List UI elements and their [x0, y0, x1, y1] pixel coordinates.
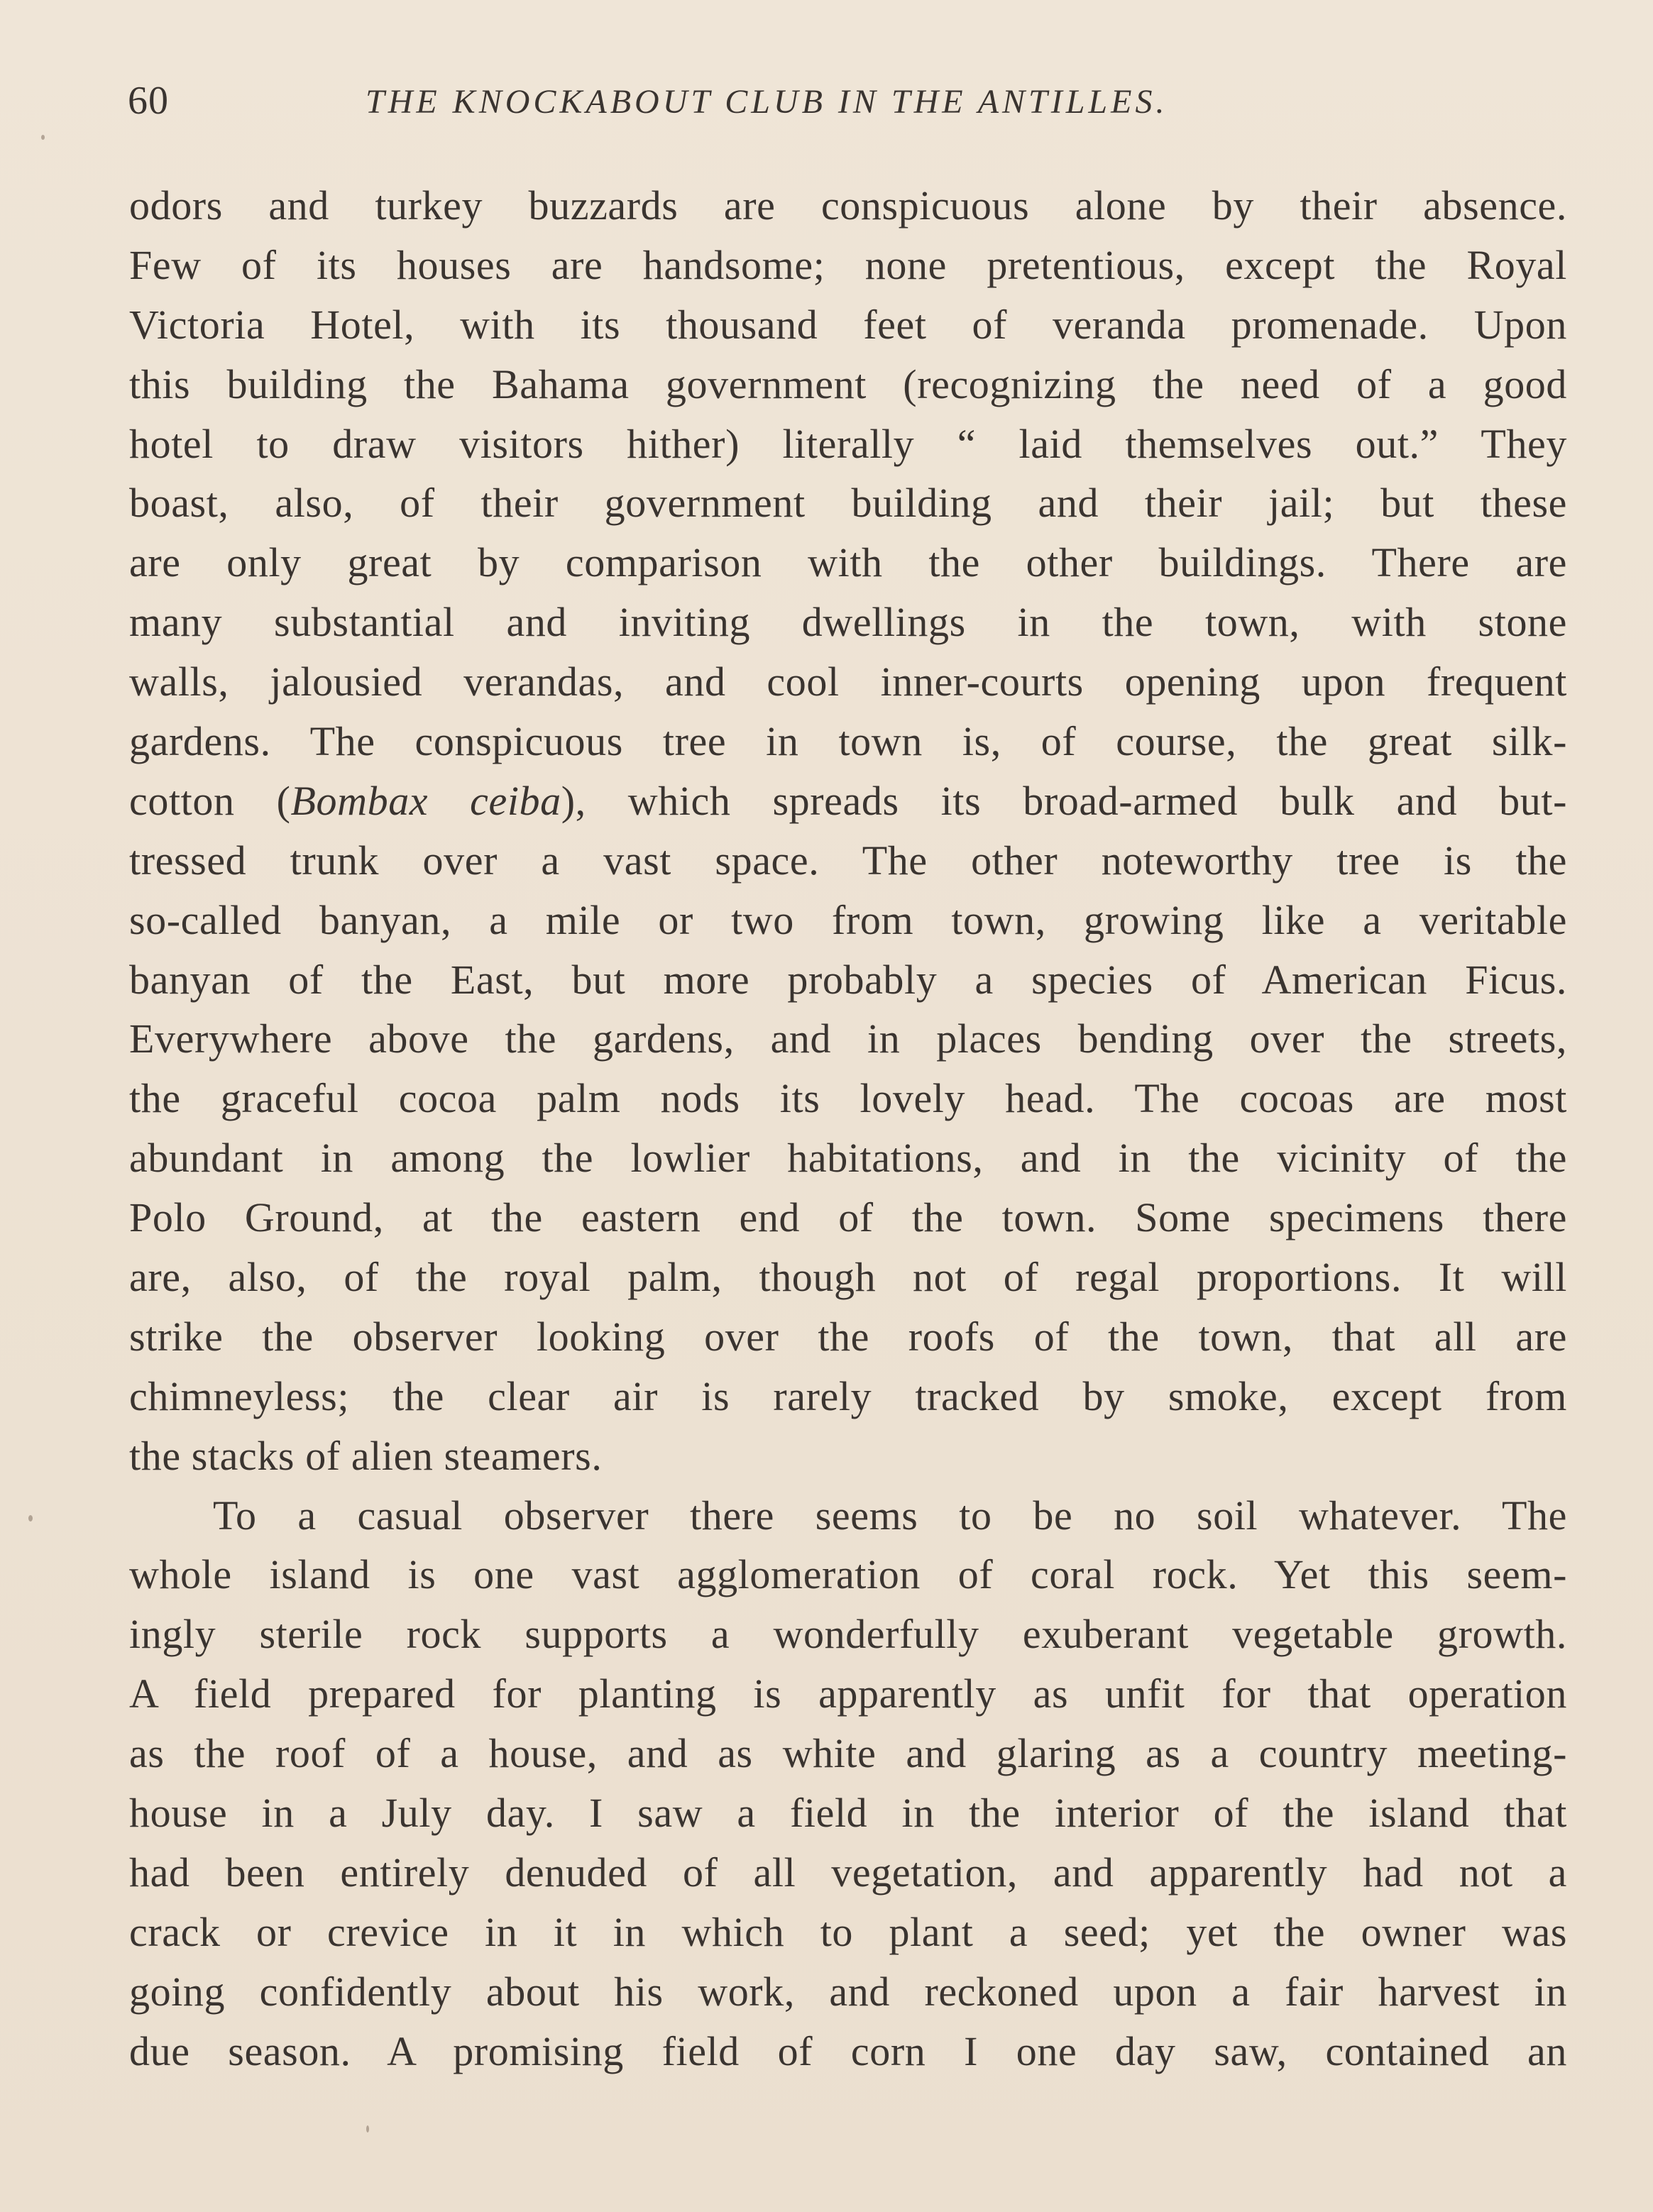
text-line: chimneyless; the clear air is rarely tracked by smoke, except from	[129, 1372, 1567, 1419]
text-line: A field prepared for planting is apparently as unfit for that operation	[129, 1671, 1567, 1717]
text-line: the graceful cocoa palm nods its lovely head. The cocoas are most	[129, 1075, 1567, 1122]
text-line: are, also, of the royal palm, though not of regal proportions. It will	[129, 1254, 1567, 1301]
text-line: walls, jalousied verandas, and cool inner-courts opening upon frequent	[129, 659, 1567, 705]
text-line: so-called banyan, a mile or two from town, growing like a veritable	[129, 896, 1567, 943]
text-line: many substantial and inviting dwellings in the town, with stone	[129, 599, 1567, 646]
text-line: tressed trunk over a vast space. The other noteworthy tree is the	[129, 837, 1567, 884]
text-line: boast, also, of their government building and their jail; but these	[129, 480, 1567, 527]
text-line: had been entirely denuded of all vegetation, and apparently had not a	[129, 1849, 1567, 1895]
paragraph-2	[129, 1486, 1567, 2081]
text-line: as the roof of a house, and as white and glaring as a country meeting-	[129, 1730, 1567, 1777]
text-line: To a casual observer there seems to be no soil whatever. The	[213, 1492, 1567, 1539]
text-line-with-italic	[129, 771, 1567, 831]
text-line: banyan of the East, but more probably a species of American Ficus.	[129, 956, 1567, 1003]
paragraph-1	[129, 176, 1567, 1486]
text-line: this building the Bahama government (recognizing the need of a good	[129, 361, 1567, 407]
paper-speck	[366, 2125, 369, 2133]
text-line: the stacks of alien steamers.	[129, 1432, 603, 1479]
text-line: odors and turkey buzzards are conspicuous alone by their absence.	[129, 182, 1567, 229]
text-line: Victoria Hotel, with its thousand feet of veranda promenade. Upon	[129, 301, 1567, 348]
text-line: gardens. The conspicuous tree in town is, of course, the great silk-	[129, 718, 1567, 765]
page-number: 60	[128, 79, 169, 123]
text-line: Few of its houses are handsome; none pretentious, except the Royal	[129, 241, 1567, 288]
text-line: hotel to draw visitors hither) literally “ laid themselves out.” They	[129, 420, 1567, 467]
text-line: strike the observer looking over the roofs of the town, that all are	[129, 1313, 1567, 1360]
text-line: abundant in among the lowlier habitations, and in the vicinity of the	[129, 1135, 1567, 1182]
text-line: Everywhere above the gardens, and in places bending over the streets,	[129, 1016, 1567, 1062]
text-line: ingly sterile rock supports a wonderfully exuberant vegetable growth.	[129, 1611, 1567, 1658]
text-segment: ), which spreads its broad-armed bulk and but-	[561, 777, 1567, 824]
text-segment: cotton (	[129, 777, 291, 824]
text-line: whole island is one vast agglomeration of coral rock. Yet this seem-	[129, 1551, 1567, 1598]
text-line: crack or crevice in it in which to plant a seed; yet the owner was	[129, 1908, 1567, 1955]
text-line: Polo Ground, at the eastern end of the town. Some specimens there	[129, 1194, 1567, 1241]
text-line: are only great by comparison with the other buildings. There are	[129, 539, 1567, 586]
paper-speck	[28, 1515, 33, 1522]
page-header	[128, 78, 1533, 142]
running-title: THE KNOCKABOUT CLUB IN THE ANTILLES.	[366, 83, 1168, 121]
text-line: due season. A promising field of corn I one day saw, contained an	[129, 2027, 1567, 2074]
botanical-name: Bombax ceiba	[290, 777, 561, 824]
text-line: going confidently about his work, and reckoned upon a fair harvest in	[129, 1968, 1567, 2015]
text-line: house in a July day. I saw a field in the interior of the island that	[129, 1790, 1567, 1837]
paper-speck	[41, 135, 45, 140]
body-text	[129, 176, 1567, 2081]
